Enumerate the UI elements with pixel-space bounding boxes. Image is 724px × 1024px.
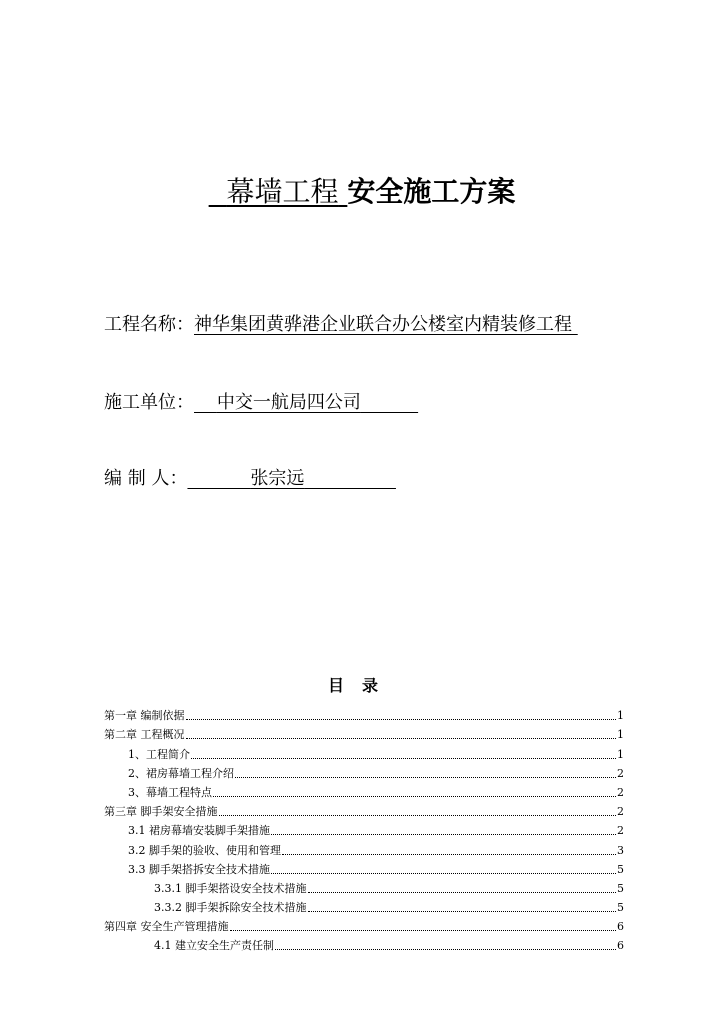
toc-entry[interactable]: [104, 838, 624, 857]
toc-entry[interactable]: [104, 742, 624, 761]
toc-entry[interactable]: [104, 781, 624, 800]
toc-leader-dots: [235, 777, 616, 778]
toc-entry-text: 3、幕墙工程特点: [128, 785, 212, 799]
project-name-label: 工程名称：: [104, 314, 194, 335]
toc-page-number: 6: [617, 939, 624, 953]
toc-entry-text: 3.3.2 脚手架拆除安全技术措施: [154, 901, 307, 915]
toc-entry-text: 3.3 脚手架搭拆安全技术措施: [128, 862, 270, 876]
toc-entry-text: 第一章 编制依据: [104, 709, 185, 723]
title-underlined-part: 幕墙工程: [226, 175, 339, 208]
toc-entry[interactable]: [104, 819, 624, 838]
toc-leader-dots: [308, 911, 617, 912]
construction-unit-label: 施工单位：: [104, 392, 194, 413]
toc-entry[interactable]: [104, 915, 624, 934]
toc-entry[interactable]: [104, 723, 624, 742]
project-name-field: [104, 312, 578, 338]
toc-page-number: 6: [617, 920, 624, 934]
toc-page-number: 1: [617, 747, 624, 761]
toc-leader-dots: [282, 854, 616, 855]
toc-entry-text: 3.2 脚手架的验收、使用和管理: [128, 843, 281, 857]
toc-entry-text: 2、裙房幕墙工程介绍: [128, 766, 234, 780]
toc-leader-dots: [271, 834, 616, 835]
toc-page-number: 1: [617, 709, 624, 723]
toc-page-number: 2: [617, 766, 624, 780]
author-label: 编 制 人：: [104, 468, 188, 489]
toc-entry[interactable]: [104, 877, 624, 896]
document-title: [0, 172, 724, 212]
toc-page-number: 2: [617, 785, 624, 799]
toc-page-number: 5: [617, 862, 624, 876]
toc-entry-text: 4.1 建立安全生产责任制: [154, 939, 274, 953]
toc-leader-dots: [271, 873, 616, 874]
toc-page-number: 5: [617, 881, 624, 895]
toc-entry-text: 1、工程简介: [128, 747, 190, 761]
toc-leader-dots: [308, 892, 617, 893]
toc-page-number: 3: [617, 843, 624, 857]
table-of-contents: [104, 704, 624, 953]
toc-entry[interactable]: [104, 858, 624, 877]
toc-entry-text: 3.3.1 脚手架搭设安全技术措施: [154, 881, 307, 895]
toc-page-number: 1: [617, 728, 624, 742]
toc-entry[interactable]: [104, 896, 624, 915]
toc-page-number: 5: [617, 901, 624, 915]
construction-unit-value: 中交一航局四公司: [216, 392, 361, 413]
toc-leader-dots: [219, 815, 617, 816]
toc-leader-dots: [191, 758, 616, 759]
toc-entry-text: 第四章 安全生产管理措施: [104, 920, 229, 934]
toc-leader-dots: [213, 796, 616, 797]
toc-entry[interactable]: [104, 800, 624, 819]
toc-leader-dots: [186, 719, 617, 720]
author-field: [104, 466, 396, 492]
toc-entry[interactable]: [104, 934, 624, 953]
toc-entry-text: 3.1 裙房幕墙安装脚手架措施: [128, 824, 270, 838]
construction-unit-field: [104, 390, 418, 416]
toc-leader-dots: [230, 930, 617, 931]
toc-entry-text: 第二章 工程概况: [104, 728, 185, 742]
toc-heading: 目录: [327, 676, 396, 695]
toc-page-number: 2: [617, 824, 624, 838]
toc-leader-dots: [275, 949, 616, 950]
toc-entry[interactable]: [104, 762, 624, 781]
toc-entry[interactable]: [104, 704, 624, 723]
author-value: 张宗远: [250, 468, 305, 489]
toc-page-number: 2: [617, 805, 624, 819]
title-bold-part: 安全施工方案: [347, 175, 516, 208]
toc-entry-text: 第三章 脚手架安全措施: [104, 805, 218, 819]
toc-leader-dots: [186, 738, 617, 739]
project-name-value: 神华集团黄骅港企业联合办公楼室内精装修工程: [194, 314, 572, 335]
